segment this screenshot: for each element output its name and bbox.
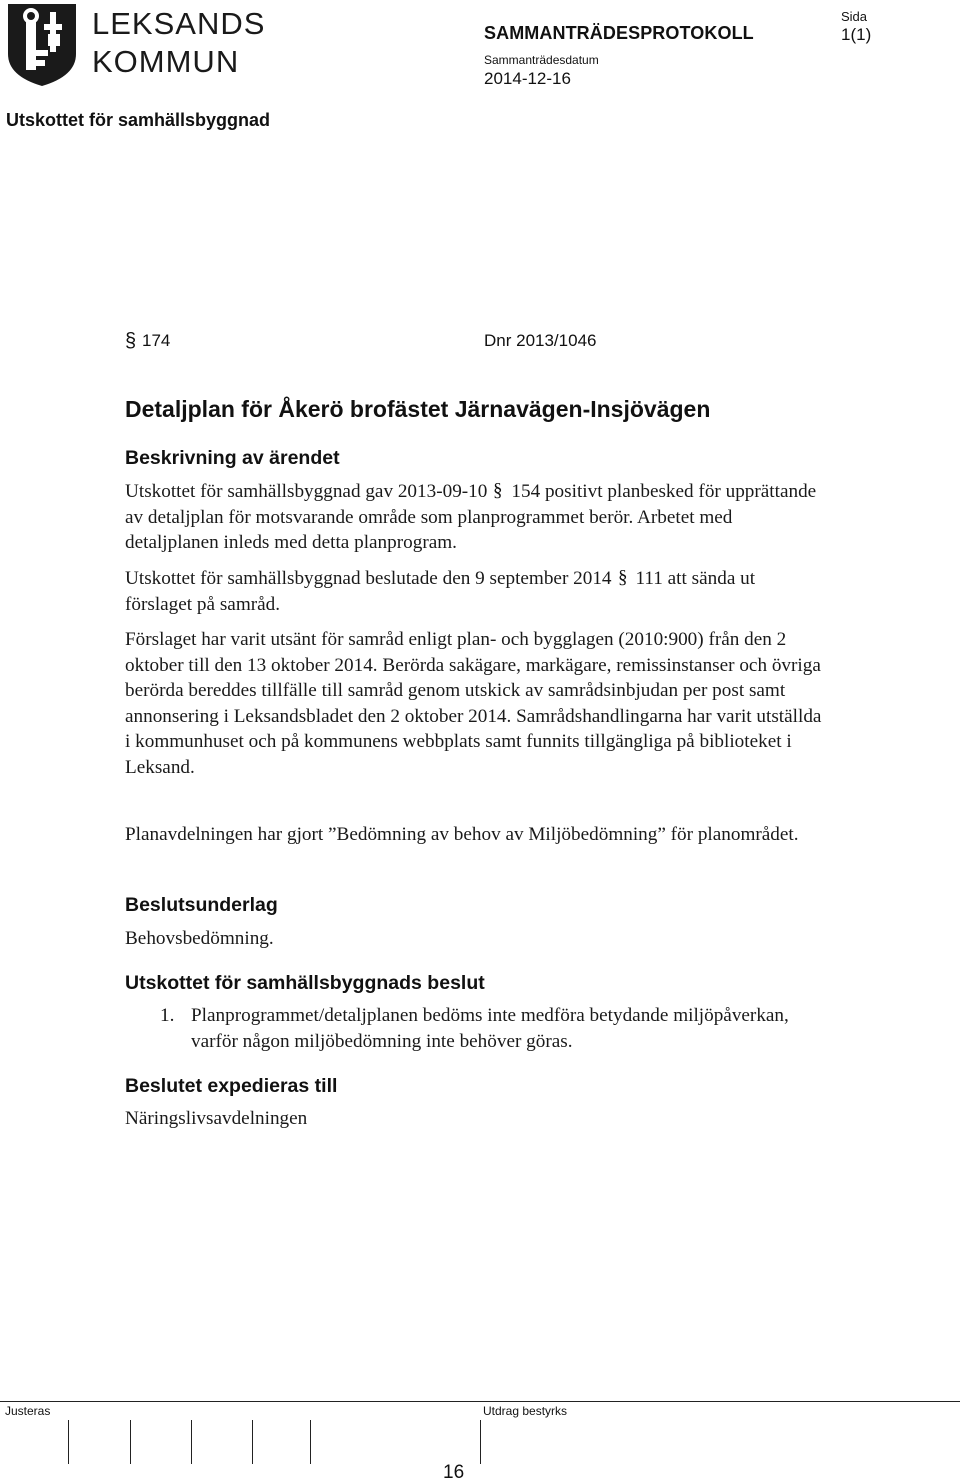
page-value: 1(1) — [841, 25, 872, 44]
leksands-kommun-logo — [6, 2, 274, 88]
section-sign-icon — [618, 567, 630, 587]
description-paragraph-3: Förslaget har varit utsänt för samråd enligt plan- och bygglagen (2010:900) från den 2 oktober till den 13 oktober 2014. Berörda sakägare, markägare, remissinstanser och övriga berörda bereddes tillfälle till samråd genom utskick av samrådsinbjudan per post samt annonsering i Leksandsbladet den 2 oktober 2014. Samrådshandlingarna har varit utställda i kommunhuset och på kommunens webbplats samt funnits tillgängliga på biblioteket i Leksand. — [125, 629, 822, 778]
footer-utdrag-label: Utdrag bestyrks — [483, 1404, 568, 1418]
paragraph-number: 174 — [142, 331, 171, 350]
document-type: SAMMANTRÄDESPROTOKOLL — [484, 23, 754, 43]
section-sign-icon — [125, 328, 139, 352]
description-paragraph-1 — [125, 479, 825, 556]
meeting-date-label: Sammanträdesdatum — [484, 53, 599, 67]
logo-line-2: KOMMUN — [92, 44, 240, 79]
page-label: Sida — [841, 9, 868, 24]
meeting-date-value: 2014-12-16 — [484, 69, 571, 88]
case-title: Detaljplan för Åkerö brofästet Järnavägen-Insjövägen — [125, 396, 711, 422]
footer-rule — [0, 1401, 960, 1402]
committee-name: Utskottet för samhällsbyggnad — [6, 110, 271, 130]
description-heading: Beskrivning av ärendet — [125, 447, 340, 469]
signature-divider — [310, 1420, 311, 1464]
svg-text:§: § — [125, 330, 137, 352]
section-sign-icon — [493, 480, 505, 500]
signature-divider — [480, 1420, 481, 1464]
footer-justeras-label: Justeras — [5, 1404, 51, 1418]
svg-text:§: § — [617, 567, 628, 587]
basis-text: Behovsbedömning. — [125, 928, 274, 949]
description-paragraph-1-part-a: Utskottet för samhällsbyggnad gav 2013-09-10 — [125, 481, 488, 502]
coat-of-arms-icon — [6, 2, 274, 88]
decision-item-number: 1. — [160, 1005, 175, 1026]
case-reference: Dnr 2013/1046 — [484, 331, 597, 350]
decision-heading: Utskottet för samhällsbyggnads beslut — [125, 972, 485, 994]
signature-divider — [68, 1420, 69, 1464]
logo-line-1: LEKSANDS — [92, 6, 266, 41]
description-paragraph-2-part-a: Utskottet för samhällsbyggnad beslutade den 9 september 2014 — [125, 568, 612, 589]
signature-divider — [191, 1420, 192, 1464]
basis-heading: Beslutsunderlag — [125, 894, 278, 916]
footer-page-number: 16 — [443, 1462, 465, 1483]
svg-text:§: § — [493, 480, 503, 500]
decision-item-text: Planprogrammet/detaljplanen bedöms inte medföra betydande miljöpåverkan, varför någon miljöbedömning inte behöver göras. — [191, 1005, 789, 1052]
description-paragraph-2 — [125, 566, 825, 617]
description-paragraph-4: Planavdelningen har gjort ”Bedömning av behov av Miljöbedömning” för planområdet. — [125, 824, 799, 845]
dispatch-text: Näringslivsavdelningen — [125, 1108, 308, 1129]
signature-divider — [130, 1420, 131, 1464]
dispatch-heading: Beslutet expedieras till — [125, 1075, 338, 1097]
description-paragraph-1-part-b: 154 positivt planbesked för upprättande av detaljplan för motsvarande område som planprogrammet berör. Arbetet med detaljplanen inleds med detta planprogram. — [125, 481, 817, 553]
description-paragraph-2-part-b: 111 att sända ut förslaget på samråd. — [125, 568, 756, 615]
signature-divider — [252, 1420, 253, 1464]
